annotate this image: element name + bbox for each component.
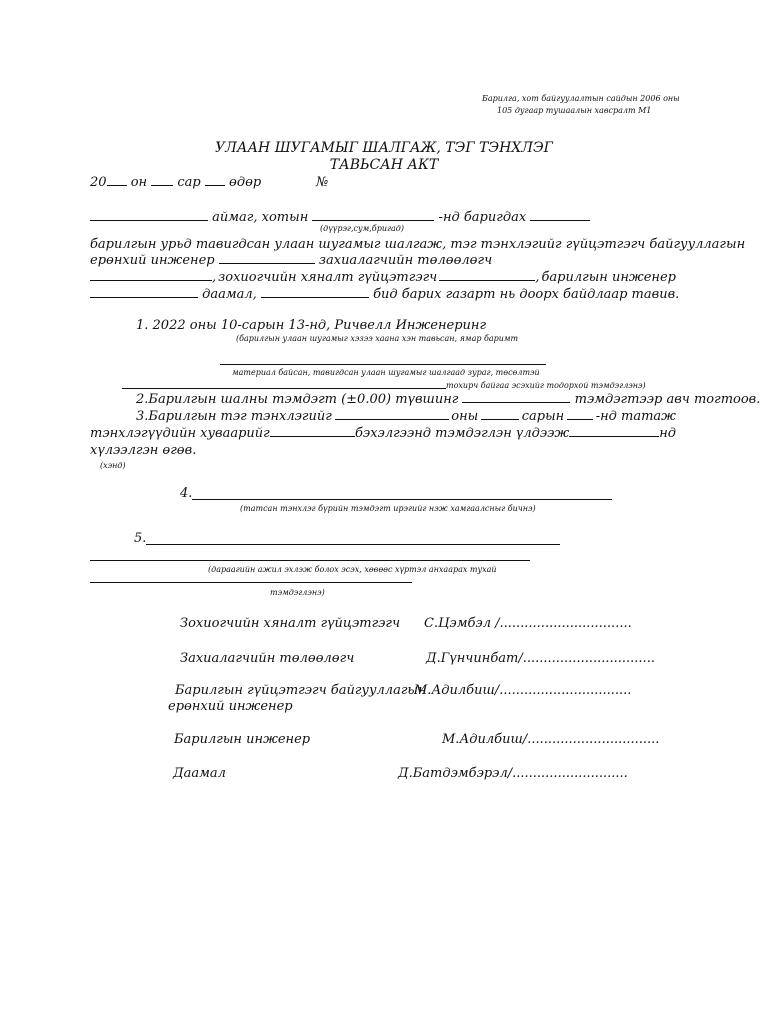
client-rep-blank[interactable] (90, 280, 212, 281)
item-3-c: сарын (521, 409, 565, 424)
header-note-line-2: 105 дугаар тушаалын хавсралт М1 (497, 106, 652, 115)
sig-line-foreman[interactable]: ............................ (512, 766, 628, 781)
item-2-a: 2.Барилгын шалны тэмдэгт (±0.00) түвшинг (136, 392, 459, 407)
sig-line-contractor[interactable]: ................................ (499, 683, 632, 698)
district-blank[interactable] (312, 220, 434, 221)
year-suffix: он (130, 175, 148, 190)
item-3-b: оны (451, 409, 479, 424)
item-2-b: тэмдэгтээр авч тогтоов. (574, 392, 761, 407)
month-label: сар (177, 175, 201, 190)
day-blank[interactable] (205, 185, 225, 186)
body-line-3-a: , (212, 270, 217, 285)
month-blank[interactable] (151, 185, 173, 186)
sig-line-client[interactable]: ................................ (522, 651, 655, 666)
barigdah-label: -нд баригдах (438, 210, 527, 225)
item-3-line-1 (136, 409, 676, 424)
item-3-caption: (хэнд) (100, 461, 126, 470)
item-3-line-2 (90, 426, 676, 441)
aimag-blank[interactable] (90, 220, 208, 221)
foreman-blank[interactable] (261, 297, 369, 298)
sig-name-contractor-text: М.Адилбиш/ (414, 683, 500, 698)
sig-name-contractor (414, 683, 631, 698)
body-line-1: барилгын урьд тавигдсан улаан шугамыг шалгаж, тэг тэнхлэгийг гүйцэтгэгч байгууллагын (90, 237, 746, 252)
author-supervisor-blank[interactable] (439, 280, 535, 281)
item-5-line-1[interactable] (146, 544, 560, 545)
item-5-line-2[interactable] (90, 560, 530, 561)
location-line (90, 210, 590, 225)
handover-to-blank[interactable] (569, 436, 659, 437)
sig-name-author-text: С.Цэмбэл / (424, 616, 500, 631)
aimag-label: аймаг, хотын (212, 210, 309, 225)
document-title-line-2: ТАВЬСАН АКТ (329, 157, 439, 173)
item-4-caption: (татсан тэнхлэг бүрийн тэмдэгт ирэгийг нэж хамгаалсныг бичнэ) (240, 504, 536, 513)
sig-role-contractor: Барилгын гүйцэтгэгч байгууллагын (175, 683, 427, 698)
barigdah-blank[interactable] (530, 220, 590, 221)
axis-month-blank[interactable] (567, 419, 593, 420)
sig-line-author[interactable]: ................................ (499, 616, 632, 631)
body-line-3-b: зохиогчийн хяналт гүйцэтгэгч (218, 270, 438, 285)
sig-role-foreman: Даамал (173, 766, 226, 781)
body-line-3-c: , (535, 270, 540, 285)
sig-name-client-text: Д.Гүнчинбат/ (426, 651, 523, 666)
engineer-blank[interactable] (90, 297, 198, 298)
body-line-3 (90, 270, 676, 285)
item-4-num: 4. (180, 486, 193, 501)
sig-name-client (426, 651, 655, 666)
sig-name-author (424, 616, 632, 631)
item-5-line-3[interactable] (90, 582, 412, 583)
item-3-f: бэхэлгээнд тэмдэглэн үлдээж (355, 426, 570, 441)
item-1-line-1[interactable] (220, 364, 546, 365)
sig-role-engineer: Барилгын инженер (174, 732, 311, 747)
sig-name-engineer-text: М.Адилбиш/ (442, 732, 528, 747)
item-5-num: 5. (134, 531, 147, 546)
sig-name-engineer (442, 732, 659, 747)
body-line-4 (90, 287, 679, 302)
number-sign: № (316, 175, 329, 190)
item-4-line[interactable] (192, 499, 612, 500)
item-1-caption-1: (барилгын улаан шугамыг хэзээ хаана хэн тавьсан, ямар баримт (236, 334, 519, 343)
header-note-line-1: Барилга, хот байгуулалтын сайдын 2006 оны (482, 94, 680, 103)
item-3-e: тэнхлэгүүдийн хуваарийг (90, 426, 270, 441)
sig-name-foreman-text: Д.Батдэмбэрэл/ (398, 766, 513, 781)
axis-year-blank[interactable] (481, 419, 519, 420)
body-line-4-b: бид барих газарт нь доорх байдлаар тавив. (373, 287, 680, 302)
year-prefix: 20 (90, 175, 107, 190)
item-1-caption-3: тохирч байгаа эсэхийг тодорхой тэмдэглэнэ) (446, 381, 646, 390)
item-5-caption-2: тэмдэглэнэ) (270, 588, 325, 597)
item-3-a: 3.Барилгын тэг тэнхлэгийг (136, 409, 332, 424)
document-title-line-1: УЛААН ШУГАМЫГ ШАЛГАЖ, ТЭГ ТЭНХЛЭГ (215, 140, 553, 156)
item-1-line-2[interactable] (122, 388, 446, 389)
sig-line-engineer[interactable]: ................................ (527, 732, 660, 747)
axis-blank[interactable] (335, 419, 449, 420)
chief-engineer-blank[interactable] (219, 263, 315, 264)
sig-role-author: Зохиогчийн хяналт гүйцэтгэгч (180, 616, 401, 631)
day-label: өдөр (229, 175, 262, 190)
axis-division-blank[interactable] (270, 436, 355, 437)
item-5-caption-1: (дараагийн ажил эхлэж болох эсэх, хөвөөс хүртэл анхаарах тухай (208, 565, 497, 574)
sig-name-foreman (398, 766, 628, 781)
item-3-g: нд (659, 426, 676, 441)
item-2 (136, 392, 760, 407)
item-3-d: -нд татаж (595, 409, 676, 424)
body-line-4-a: даамал, (202, 287, 257, 302)
sig-role-contractor-2: ерөнхий инженер (168, 699, 293, 714)
sig-role-client: Захиалагчийн төлөөлөгч (180, 651, 355, 666)
body-line-3-d: барилгын инженер (541, 270, 676, 285)
body-line-2-b: захиалагчийн төлөөлөгч (318, 253, 493, 268)
body-line-2-a: ерөнхий инженер (90, 253, 215, 268)
item-1-text: 1. 2022 оны 10-сарын 13-нд, Ричвелл Инженеринг (136, 318, 487, 333)
floor-level-blank[interactable] (462, 402, 570, 403)
date-line (90, 175, 261, 190)
item-3-h: хүлээлгэн өгөв. (90, 443, 197, 458)
body-line-2 (90, 253, 492, 268)
item-1-caption-2: материал байсан, тавигдсан улаан шугамыг шалгаад зураг, төсөлтэй (232, 368, 540, 377)
year-blank[interactable] (107, 185, 127, 186)
caption-location: (дүүрэг,сум,бригад) (320, 224, 404, 233)
